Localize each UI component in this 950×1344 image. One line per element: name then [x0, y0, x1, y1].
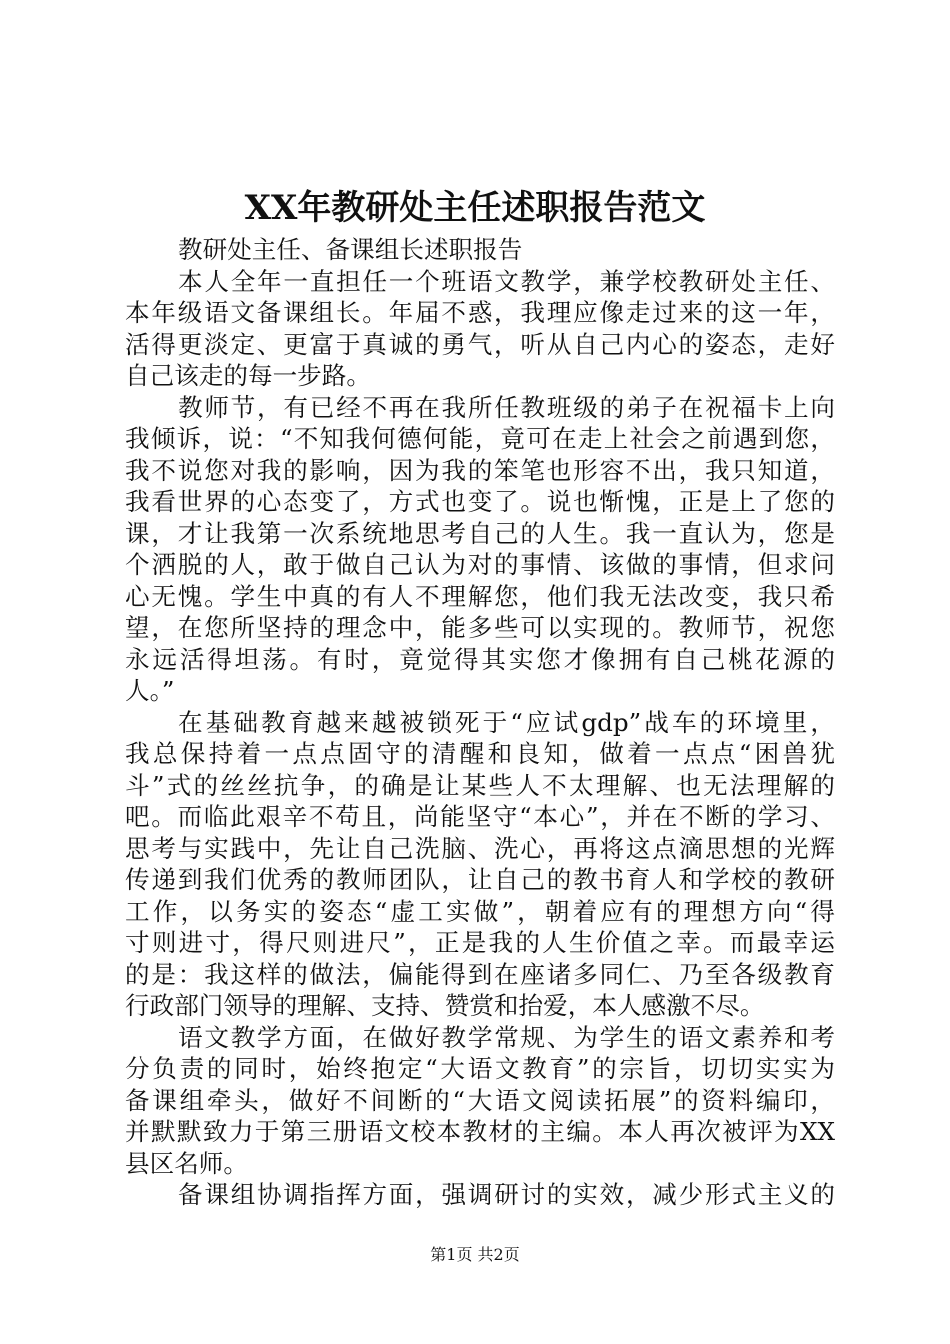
text-line: 寸则进寸，得尺则进尺”，正是我的人生价值之幸。而最幸运: [125, 928, 835, 957]
text-line: 并默默致力于第三册语文校本教材的主编。本人再次被评为XX: [125, 1117, 835, 1146]
text-line: 在基础教育越来越被锁死于“应试gdp”战车的环境里，: [178, 707, 835, 737]
text-line: 斗”式的丝丝抗争，的确是让某些人不太理解、也无法理解的: [125, 770, 835, 800]
document-title: XX年教研处主任述职报告范文: [244, 188, 706, 228]
text-line: 永远活得坦荡。有时，竟觉得其实您才像拥有自己桃花源的: [125, 644, 835, 674]
text-line: 我总保持着一点点固守的清醒和良知，做着一点点“困兽犹: [125, 739, 835, 768]
text-line: 县区名师。: [125, 1148, 248, 1178]
text-line: 心无愧。学生中真的有人不理解您，他们我无法改变，我只希: [125, 581, 835, 611]
text-line: 个洒脱的人，敢于做自己认为对的事情、该做的事情，但求问: [125, 550, 835, 579]
text-line: 分负责的同时，始终抱定“大语文教育”的宗旨，切切实实为: [125, 1054, 835, 1083]
text-line: 的是：我这样的做法，偏能得到在座诸多同仁、乃至各级教育: [125, 959, 835, 989]
text-line: 我倾诉，说：“不知我何德何能，竟可在走上社会之前遇到您，: [125, 424, 835, 453]
text-line: 望，在您所坚持的理念中，能多些可以实现的。教师节，祝您: [125, 613, 835, 642]
document-body: [125, 234, 835, 1211]
text-line: 活得更淡定、更富于真诚的勇气，听从自己内心的姿态，走好: [125, 329, 835, 359]
text-line: 思考与实践中，先让自己洗脑、洗心，再将这点滴思想的光辉: [125, 833, 835, 863]
text-line: 吧。而临此艰辛不苟且，尚能坚守“本心”，并在不断的学习、: [125, 802, 835, 831]
text-line: 工作，以务实的姿态“虚工实做”，朝着应有的理想方向“得: [125, 896, 835, 926]
text-line: 备课组牵头，做好不间断的“大语文阅读拓展”的资料编印，: [125, 1085, 835, 1115]
text-line: 教研处主任、备课组长述职报告: [178, 235, 523, 264]
text-line: 自己该走的每一步路。: [125, 361, 371, 390]
text-line: 人。”: [125, 676, 175, 705]
text-line: 教师节，有已经不再在我所任教班级的弟子在祝福卡上向: [178, 392, 835, 422]
text-line: 本人全年一直担任一个班语文教学，兼学校教研处主任、: [178, 266, 835, 296]
text-line: 课，才让我第一次系统地思考自己的人生。我一直认为，您是: [125, 518, 835, 548]
text-line: 我不说您对我的影响，因为我的笨笔也形容不出，我只知道，: [125, 455, 835, 485]
page-footer: 第1页 共2页: [430, 1245, 520, 1264]
text-line: 传递到我们优秀的教师团队，让自己的教书育人和学校的教研: [125, 865, 835, 894]
text-line: 我看世界的心态变了，方式也变了。说也惭愧，正是上了您的: [125, 487, 835, 516]
text-line: 本年级语文备课组长。年届不惑，我理应像走过来的这一年，: [125, 298, 835, 327]
text-line: 行政部门领导的理解、支持、赞赏和抬爱，本人感激不尽。: [125, 991, 765, 1020]
text-line: 语文教学方面，在做好教学常规、为学生的语文素养和考: [178, 1022, 835, 1052]
text-line: 备课组协调指挥方面，强调研讨的实效，减少形式主义的: [178, 1180, 835, 1209]
